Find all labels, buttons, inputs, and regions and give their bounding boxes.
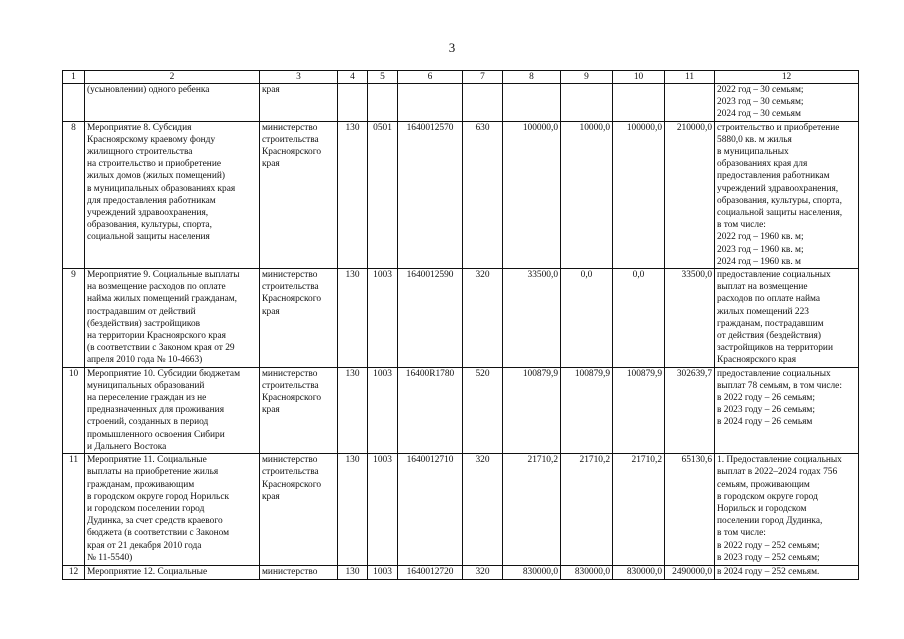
amount-cell: 210000,0	[665, 121, 715, 268]
amount-cell	[665, 84, 715, 122]
table-header-row	[63, 71, 859, 84]
amount-cell: 830000,0	[503, 566, 561, 580]
code-cell: 320	[463, 454, 503, 566]
code-cell: 130	[338, 566, 368, 580]
amount-cell	[613, 84, 665, 122]
code-cell: 320	[463, 269, 503, 368]
row-number: 12	[63, 566, 85, 580]
result-cell: предоставление социальных выплат 78 семьям, в том числе: в 2022 году – 26 семьям; в 2023 году – 26 семьям; в 2024 году – 26 семьям	[715, 367, 859, 453]
code-cell: 130	[338, 454, 368, 566]
result-cell: предоставление социальных выплат на возмещение расходов по оплате найма жилых помещений 223 гражданам, пострадавшим от действия (бездействия) застройщиков на территории Красноярского края	[715, 269, 859, 368]
table-row	[63, 367, 859, 453]
header-cell: 4	[338, 71, 368, 84]
measures-table	[62, 70, 859, 580]
header-cell: 2	[85, 71, 260, 84]
row-number: 11	[63, 454, 85, 566]
event-cell: Мероприятие 12. Социальные	[85, 566, 260, 580]
amount-cell: 10000,0	[561, 121, 613, 268]
code-cell	[463, 84, 503, 122]
header-cell: 1	[63, 71, 85, 84]
table-row	[63, 121, 859, 268]
code-cell: 1003	[368, 269, 398, 368]
executor-cell: края	[260, 84, 338, 122]
executor-cell: министерство	[260, 566, 338, 580]
result-cell: в 2024 году – 252 семьям.	[715, 566, 859, 580]
amount-cell: 0,0	[561, 269, 613, 368]
header-cell: 10	[613, 71, 665, 84]
code-cell: 1003	[368, 454, 398, 566]
header-cell: 3	[260, 71, 338, 84]
amount-cell: 100879,9	[503, 367, 561, 453]
code-cell: 130	[338, 121, 368, 268]
row-number: 10	[63, 367, 85, 453]
result-cell: строительство и приобретение 5880,0 кв. м жилья в муниципальных образованиях края для предоставления работникам учреждений здравоохранения, образования, культуры, спорта, социальной защиты населения, в том числе: 2022 год – 1960 кв. м; 2023 год – 1960 кв. м; 2024 год – 1960 кв. м	[715, 121, 859, 268]
executor-cell: министерство строительства Красноярского края	[260, 269, 338, 368]
table-row	[63, 84, 859, 122]
code-cell: 130	[338, 269, 368, 368]
code-cell: 1003	[368, 566, 398, 580]
event-cell: Мероприятие 11. Социальные выплаты на приобретение жилья гражданам, проживающим в городском округе город Норильск и городском поселении город Дудинка, за счет средств краевого бюджета (в соответствии с Законом края от 21 декабря 2010 года № 11-5540)	[85, 454, 260, 566]
header-cell: 11	[665, 71, 715, 84]
event-cell: (усыновлении) одного ребенка	[85, 84, 260, 122]
amount-cell: 65130,6	[665, 454, 715, 566]
amount-cell	[503, 84, 561, 122]
code-cell: 320	[463, 566, 503, 580]
amount-cell: 33500,0	[503, 269, 561, 368]
amount-cell: 100000,0	[613, 121, 665, 268]
event-cell: Мероприятие 9. Социальные выплаты на возмещение расходов по оплате найма жилых помещений гражданам, пострадавшим от действий (бездействия) застройщиков на территории Красноярского края (в соответствии с Законом края от 29 апреля 2010 года № 10-4663)	[85, 269, 260, 368]
code-cell: 1640012570	[398, 121, 463, 268]
code-cell: 1640012710	[398, 454, 463, 566]
code-cell	[398, 84, 463, 122]
result-cell: 1. Предоставление социальных выплат в 2022–2024 годах 756 семьям, проживающим в городском округе город Норильск и городском поселении город Дудинка, в том числе: в 2022 году – 252 семьям; в 2023 году – 252 семьям;	[715, 454, 859, 566]
row-number: 8	[63, 121, 85, 268]
table-row	[63, 566, 859, 580]
header-cell: 12	[715, 71, 859, 84]
code-cell: 1640012590	[398, 269, 463, 368]
code-cell: 630	[463, 121, 503, 268]
executor-cell: министерство строительства Красноярского края	[260, 454, 338, 566]
code-cell: 16400R1780	[398, 367, 463, 453]
code-cell: 520	[463, 367, 503, 453]
executor-cell: министерство строительства Красноярского края	[260, 367, 338, 453]
amount-cell	[561, 84, 613, 122]
executor-cell: министерство строительства Красноярского края	[260, 121, 338, 268]
amount-cell: 33500,0	[665, 269, 715, 368]
header-cell: 8	[503, 71, 561, 84]
amount-cell: 21710,2	[613, 454, 665, 566]
header-cell: 5	[368, 71, 398, 84]
header-cell: 7	[463, 71, 503, 84]
header-cell: 6	[398, 71, 463, 84]
page-number: 3	[448, 40, 456, 55]
table-row	[63, 454, 859, 566]
row-number	[63, 84, 85, 122]
code-cell: 1003	[368, 367, 398, 453]
result-cell: 2022 год – 30 семьям; 2023 год – 30 семьям; 2024 год – 30 семьям	[715, 84, 859, 122]
amount-cell: 100879,9	[561, 367, 613, 453]
header-cell: 9	[561, 71, 613, 84]
code-cell	[368, 84, 398, 122]
code-cell: 1640012720	[398, 566, 463, 580]
code-cell: 130	[338, 367, 368, 453]
amount-cell: 21710,2	[561, 454, 613, 566]
amount-cell: 830000,0	[613, 566, 665, 580]
table-row	[63, 269, 859, 368]
amount-cell: 830000,0	[561, 566, 613, 580]
amount-cell: 302639,7	[665, 367, 715, 453]
amount-cell: 21710,2	[503, 454, 561, 566]
row-number: 9	[63, 269, 85, 368]
code-cell	[338, 84, 368, 122]
amount-cell: 0,0	[613, 269, 665, 368]
amount-cell: 100000,0	[503, 121, 561, 268]
amount-cell: 100879,9	[613, 367, 665, 453]
event-cell: Мероприятие 8. Субсидия Красноярскому краевому фонду жилищного строительства на строительство и приобретение жилых домов (жилых помещений) в муниципальных образованиях края для предоставления работникам учреждений здравоохранения, образования, культуры, спорта, социальной защиты населения	[85, 121, 260, 268]
amount-cell: 2490000,0	[665, 566, 715, 580]
event-cell: Мероприятие 10. Субсидии бюджетам муниципальных образований на переселение граждан из не предназначенных для проживания строений, созданных в период промышленного освоения Сибири и Дальнего Востока	[85, 367, 260, 453]
code-cell: 0501	[368, 121, 398, 268]
